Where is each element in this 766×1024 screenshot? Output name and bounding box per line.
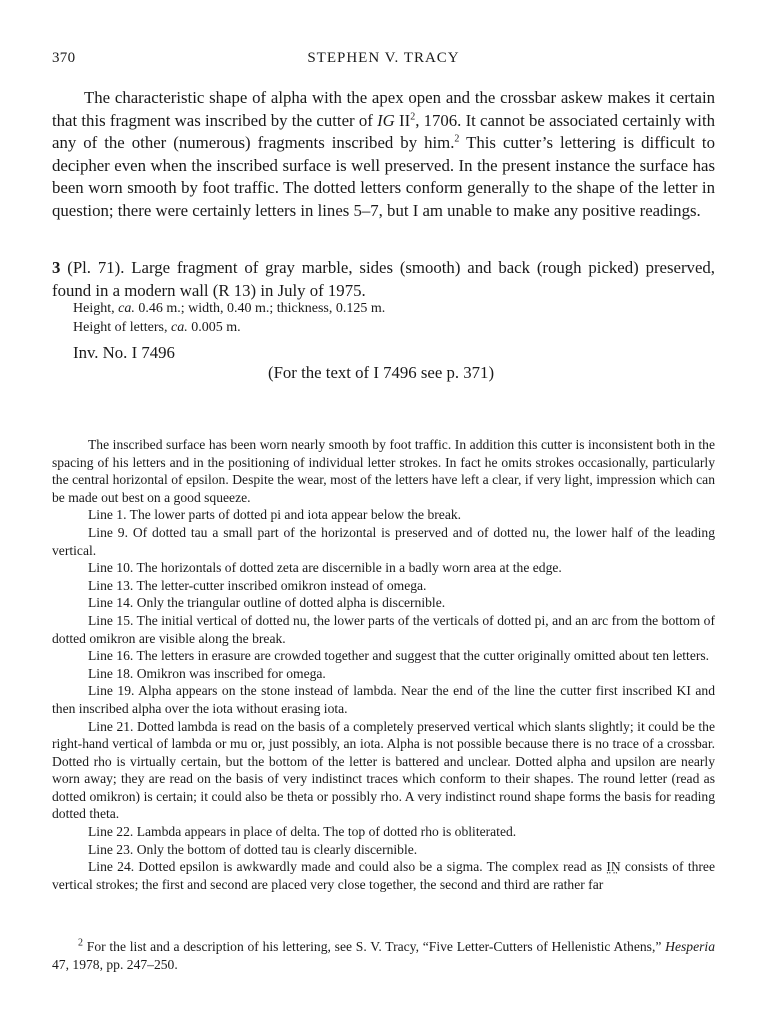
dimensions-line — [73, 300, 385, 319]
note-paragraph: Line 1. The lower parts of dotted pi and iota appear below the break. — [88, 507, 462, 523]
dim-values: 0.005 m. — [187, 319, 241, 335]
entry-number: 3 — [52, 258, 61, 277]
note-paragraph: Line 22. Lambda appears in place of delta. The top of dotted rho is obliterated. — [88, 824, 517, 840]
ig-abbrev: IG — [377, 110, 395, 130]
note-paragraph: Line 9. Of dotted tau a small part of the horizontal is preserved and of dotted nu, the lower half of the leading vertical. — [52, 524, 715, 558]
footnote-marker: 2 — [78, 937, 83, 949]
intro-text-part: The characteristic shape of alpha with the apex open and the crossbar askew makes it certain that this fragment was inscribed by the cutter of — [52, 88, 715, 130]
note-paragraph: Line 15. The initial vertical of dotted nu, the lower parts of the verticals of dotted pi, and an arc from the bottom of dotted omikron are visible along the break. — [52, 612, 715, 646]
entry-description — [52, 257, 715, 302]
footnote-text: 47, 1978, pp. 247–250. — [52, 957, 178, 972]
entry-text: (Pl. 71). Large fragment of gray marble, sides (smooth) and back (rough picked) preserved, found in a modern wall (R 13) in July of 1975. — [52, 258, 715, 300]
circa: ca. — [170, 319, 188, 335]
dim-values: 0.46 m.; width, 0.40 m.; thickness, 0.125 m. — [134, 301, 386, 316]
letter-height-line — [73, 319, 385, 338]
note-paragraph: Line 16. The letters in erasure are crowded together and suggest that the cutter originally omitted about ten letters. — [88, 648, 710, 664]
intro-text — [52, 87, 715, 223]
circa: ca. — [118, 301, 135, 316]
page-number: 370 — [52, 50, 76, 66]
dim-label: Height, — [73, 301, 119, 316]
journal-title: Hesperia — [665, 939, 715, 954]
intro-text-part: , 1706. It cannot be associated certainly with any of the other (numerous) fragments inscribed by him. — [52, 110, 716, 153]
footnote — [52, 938, 715, 974]
note-paragraph: Line 13. The letter-cutter inscribed omikron instead of omega. — [88, 577, 427, 593]
epigraphical-notes — [52, 436, 715, 893]
note-paragraph: Line 10. The horizontals of dotted zeta are discernible in a badly worn area at the edge. — [88, 560, 562, 576]
cross-reference: (For the text of I 7496 see p. 371) — [268, 363, 495, 382]
running-title: STEPHEN V. TRACY — [307, 50, 460, 66]
catalog-entry — [52, 257, 715, 302]
note-paragraph: Line 23. Only the bottom of dotted tau is clearly discernible. — [88, 841, 418, 857]
note-paragraph: Line 18. Omikron was inscribed for omega. — [88, 665, 326, 681]
footnote-reference[interactable]: 2 — [454, 133, 460, 145]
intro-text-part: This cutter’s lettering is difficult to decipher even when the inscribed surface is well preserved. In the present instance the surface has been worn smooth by foot traffic. The dotted letters conform generally to the shape of the letter in question; there were certainly letters in lines 5–7, but I am unable to make any positive readings. — [52, 133, 715, 220]
note-paragraph: Line 24. Dotted epsilon is awkwardly made and could also be a sigma. The complex read as I̤N̤ consists of three vertical strokes; the first and second are placed very close together, the second and third are rather far — [52, 859, 715, 892]
intro-paragraph — [52, 87, 715, 223]
page-header — [52, 50, 715, 72]
dimensions — [73, 300, 385, 337]
footnote-text: For the list and a description of his lettering, see S. V. Tracy, “Five Letter-Cutters of Hellenistic Athens,” — [83, 939, 666, 954]
dim-label: Height of letters, — [73, 319, 171, 335]
note-paragraph: Line 14. Only the triangular outline of dotted alpha is discernible. — [88, 595, 446, 611]
ig-volume: II — [394, 110, 411, 130]
note-paragraph: Line 21. Dotted lambda is read on the basis of a completely preserved vertical which slants slightly; it could be the right-hand vertical of lambda or mu or, just possibly, an iota. Alpha is not possible because there is no trace of a crossbar. Dotted rho is virtually certain, but the bottom of the letter is battered and unclear. Dotted alpha and upsilon are nearly worn away; they are read on the basis of very indistinct traces which conform to their shapes. The round letter (read as dotted omikron) is certain; it could also be theta or possibly rho. A very indistinct round shape forms the basis for reading dotted theta. — [52, 718, 715, 822]
note-paragraph: The inscribed surface has been worn nearly smooth by foot traffic. In addition this cutter is inconsistent both in the spacing of his letters and in the positioning of individual letter strokes. In fact he omits strokes occasionally, particularly the central horizontal of epsilon. Despite the wear, most of the letters have left a clear, if very light, impression which can be made out best on a good squeeze. — [52, 437, 715, 505]
note-paragraph: Line 19. Alpha appears on the stone instead of lambda. Near the end of the line the cutter first inscribed KI and then inscribed alpha over the iota without erasing iota. — [52, 683, 715, 716]
inventory-number: Inv. No. I 7496 — [73, 343, 175, 362]
ig-edition-sup: 2 — [410, 111, 416, 122]
